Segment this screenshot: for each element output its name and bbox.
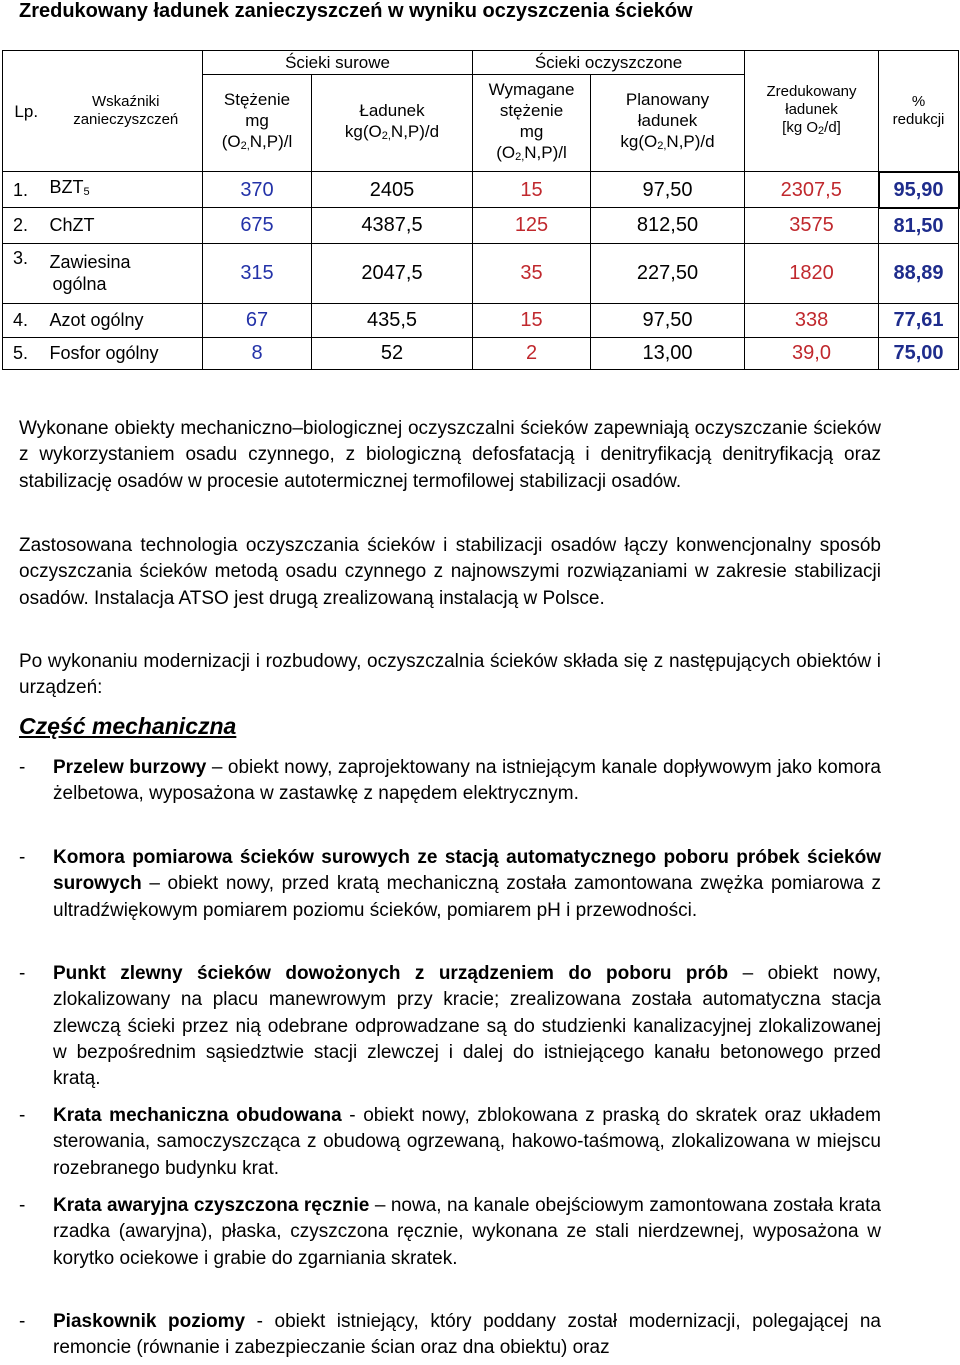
- list-item: - Przelew burzowy – obiekt nowy, zaprojektowany na istniejącym kanale dopływowym jako komora żelbetowa, wyposażona w zastawkę z napędem elektrycznym.: [19, 757, 881, 805]
- paragraph-2: Zastosowana technologia oczyszczania ścieków i stabilizacji osadów łączy konwencjonalny sposób oczyszczania ścieków metodą osadu czynnego z najnowszymi rozwiązaniami w zakresie stabilizacji osadów. Instalacja ATSO jest drugą zrealizowaną instalacją w Polsce.: [19, 535, 881, 609]
- header-reduced: Zredukowany ładunek [kg $O_2/d$]: [745, 51, 879, 172]
- header-req-conc: Wymagane stężenie mg $(O_{2,}N,P)/l$: [473, 75, 591, 172]
- table-row: 1. $BZT_5$ 370 2405 15 97,50 2307,5 95,90: [3, 172, 959, 208]
- header-conc-raw: Stężenie mg $(O_{2,}N,P)/l$: [203, 75, 312, 172]
- list-item: - Punkt zlewny ścieków dowożonych z urządzeniem do poboru prób – obiekt nowy, zlokalizowany na placu manewrowym przy kracie; zrealizowana została automatyczna stacja zlewczą ścieki przez nią odebrane odprowadzane są do studzienki kanalizacyjnej zlokalizowanej w bezpośrednim sąsiedztwie stacji zlewczej i dalej do istniejącego kanału betonowego przed kratą.: [19, 963, 881, 1090]
- list-item: - Krata awaryjna czyszczona ręcznie – nowa, na kanale obejściowym zamontowana została krata rzadka (awaryjna), płaska, czyszczona ręcznie, wykonana ze stali nierdzewnej, wyposażona w korytko ociekowe i grabie do zgarniania skratek.: [19, 1195, 881, 1269]
- section-heading: Część mechaniczna: [19, 713, 237, 739]
- header-lp: Lp.: [3, 51, 50, 172]
- table-row: 4. Azot ogólny 67 435,5 15 97,50 338 77,61: [3, 303, 959, 337]
- table-row: 2. ChZT 675 4387,5 125 812,50 3575 81,50: [3, 208, 959, 244]
- list-item: - Komora pomiarowa ścieków surowych ze stacją automatycznego poboru próbek ścieków surowych – obiekt nowy, przed kratą mechaniczną została zamontowana zwężka pomiarowa z ultradźwiękowym pomiarem poziomu ścieków, pomiarem pH i przewodności.: [19, 847, 881, 921]
- table-row: 3. Zawiesina ogólna 315 2047,5 35 227,50 1820 88,89: [3, 243, 959, 303]
- page-title: Zredukowany ładunek zanieczyszczeń w wyniku oczyszczenia ścieków: [19, 0, 693, 22]
- header-group-raw: Ścieki surowe: [203, 51, 473, 75]
- list-item: - Piaskownik poziomy - obiekt istniejący, który poddany został modernizacji, polegającej na remoncie (równanie i zabezpieczanie ścian oraz dna obiektu) oraz: [19, 1311, 881, 1359]
- header-group-treated: Ścieki oczyszczone: [473, 51, 745, 75]
- header-indicator: Wskaźniki zanieczyszczeń: [50, 51, 203, 172]
- table-row: 5. Fosfor ogólny 8 52 2 13,00 39,0 75,00: [3, 337, 959, 369]
- header-planned: Planowany ładunek $kg(O_{2,}N,P)/d$: [591, 75, 745, 172]
- header-pct: % redukcji: [879, 51, 959, 172]
- list-dash: -: [19, 1311, 26, 1332]
- paragraph-1: Wykonane obiekty mechaniczno–biologicznej oczyszczalni ścieków zapewniają oczyszczanie ścieków z wykorzystaniem osadu czynnego, z biologiczną defosfatacją i denitryfikacją denitryfikacją oraz stabilizację osadów w procesie autotermicznej termofilowej stabilizacji osadów.: [19, 418, 881, 492]
- paragraph-3: Po wykonaniu modernizacji i rozbudowy, oczyszczalnia ścieków składa się z następujących obiektów i urządzeń:: [19, 651, 881, 699]
- header-load-raw: Ładunek $kg(O_{2,}N,P)/d$: [312, 75, 473, 172]
- list-dash: -: [19, 1195, 26, 1216]
- reduction-table: [2, 50, 960, 370]
- list-dash: -: [19, 1105, 26, 1126]
- list-dash: -: [19, 963, 26, 984]
- list-dash: -: [19, 757, 26, 778]
- list-dash: -: [19, 847, 26, 868]
- list-item: - Krata mechaniczna obudowana - obiekt nowy, zblokowana z praską do skratek oraz układem sterowania, samoczyszcząca z obudową ogrzewaną, hakowo-taśmową, zlokalizowana w miejscu rozebranego budynku krat.: [19, 1105, 882, 1179]
